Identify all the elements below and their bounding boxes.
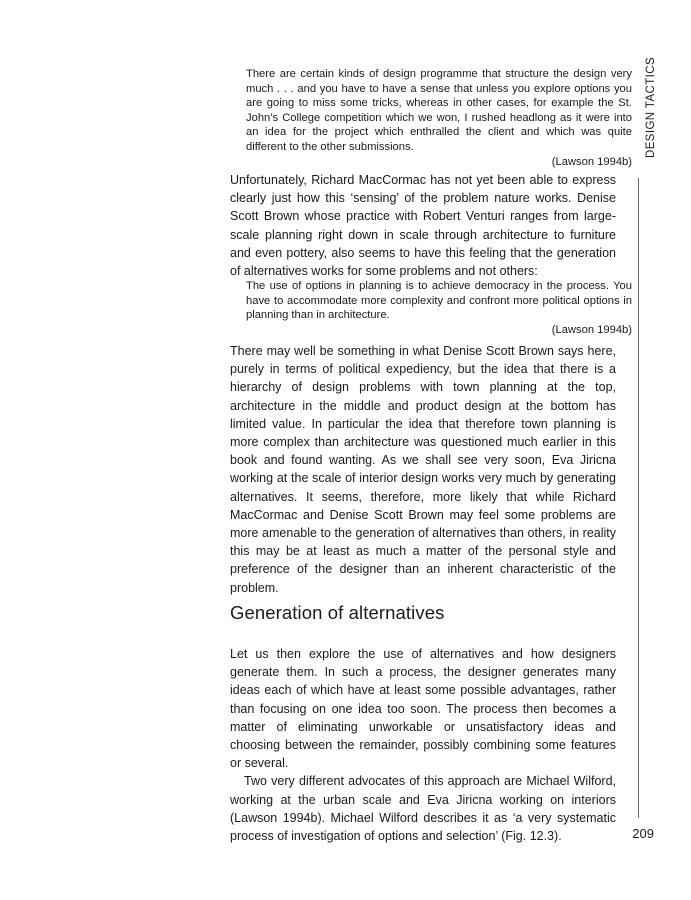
- section-heading: Generation of alternatives: [230, 602, 445, 623]
- body-paragraph-2: [230, 342, 616, 597]
- paragraph-text: Let us then explore the use of alternatives and how designers generate them. In such a process, the designer generates many ideas each of which have at least some possible advantages, rather than focusing on one idea too soon. The process then becomes a matter of eliminating unworkable or unsatisfactory ideas and choosing between the remainder, possibly combining some features or several.: [230, 647, 616, 771]
- section-heading-block: [230, 602, 616, 624]
- paragraph-text: Unfortunately, Richard MacCormac has not yet been able to express clearly just how this ‘sensing’ of the problem nature works. Denise Scott Brown whose practice with Robert Venturi ranges from large-scale planning right down in scale through architecture to furniture and even pottery, also seems to have this feeling that the generation of alternatives works for some problems and not others:: [230, 173, 616, 279]
- side-divider-rule: [638, 178, 639, 818]
- quote-block-scott-brown: [230, 279, 632, 337]
- page-number: 209: [632, 826, 654, 841]
- quote-block-maccormac: [230, 67, 632, 169]
- paragraph-text: Two very different advocates of this approach are Michael Wilford, working at the urban scale and Eva Jiricna working on interiors (Lawson 1994b). Michael Wilford describes it as ‘a very systematic process of investigation of options and selection’ (Fig. 12.3).: [230, 774, 616, 844]
- body-paragraph-1: [230, 171, 616, 280]
- paragraph-text: There may well be something in what Denise Scott Brown says here, purely in terms of political expediency, but the idea that there is a hierarchy of design problems with town planning at the top, architecture in the middle and product design at the bottom has limited value. In particular the idea that therefore town planning is more complex than architecture was questioned much earlier in this book and found wanting. As we shall see very soon, Eva Jiricna working at the scale of interior design works very much by generating alternatives. It seems, therefore, more likely that while Richard MacCormac and Denise Scott Brown may feel some problems are more amenable to the generation of alternatives than others, in reality this may be at least as much a matter of the personal style and preference of the designer than an inherent characteristic of the problem.: [230, 344, 616, 595]
- body-paragraph-3: [230, 645, 616, 845]
- quote-text: The use of options in planning is to achieve democracy in the process. You have to accommodate more complexity and confront more political options in planning than in architecture.: [246, 280, 632, 322]
- quote-text: There are certain kinds of design programme that structure the design very much . . . and you have to have a sense that unless you explore options you are going to miss some tricks, whereas in other cases, for example the St. John’s College competition which we won, I rushed headlong as it were into an idea for the project which enthralled the client and which was quite different to the other submissions.: [246, 68, 632, 153]
- quote-citation: (Lawson 1994b): [551, 323, 632, 336]
- running-header: DESIGN TACTICS: [645, 56, 657, 158]
- quote-citation: (Lawson 1994b): [551, 155, 632, 168]
